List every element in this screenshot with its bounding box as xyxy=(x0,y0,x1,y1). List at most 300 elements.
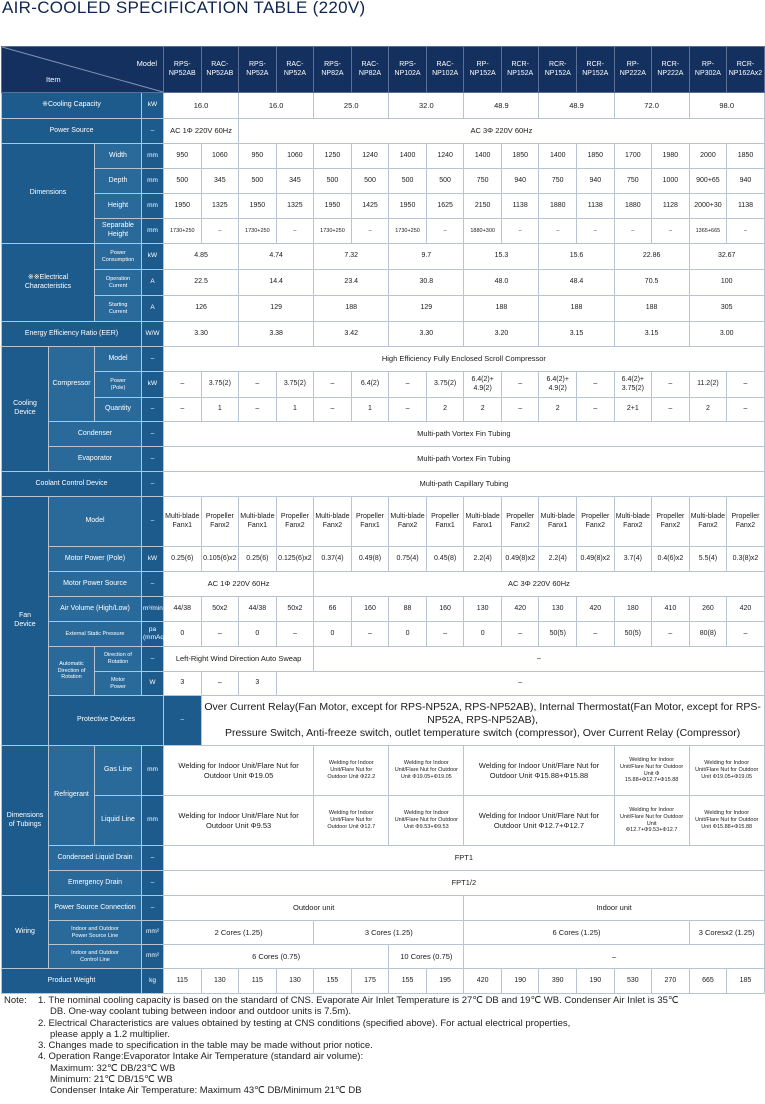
model-header: RAC- NP102A xyxy=(426,47,464,93)
value-cell: Welding for Indoor Unit/Flare Nut for Outdoor Unit Φ9.53 xyxy=(164,796,314,846)
value-cell: 126 xyxy=(164,296,239,322)
row-label: Gas Line xyxy=(95,746,142,796)
value-cell: 2 xyxy=(426,398,464,422)
row-direction xyxy=(2,647,765,672)
value-cell: 115 xyxy=(164,969,202,994)
value-cell: 0 xyxy=(164,622,202,647)
value-cell: – xyxy=(464,945,764,969)
value-cell: 0 xyxy=(389,622,427,647)
value-cell: 1400 xyxy=(464,144,502,169)
value-cell: 2 xyxy=(539,398,577,422)
value-cell: 22.86 xyxy=(614,244,689,270)
row-label: Condensed Liquid Drain xyxy=(49,846,142,871)
row-coolant-control xyxy=(2,472,765,497)
row-width xyxy=(2,144,765,169)
value-cell: – xyxy=(501,622,539,647)
model-header: RPS- NP52AB xyxy=(164,47,202,93)
unit-cell: A xyxy=(142,296,164,322)
value-cell: – xyxy=(351,219,389,244)
unit-cell: – xyxy=(142,497,164,547)
value-cell: 1000 xyxy=(652,169,690,194)
value-cell: 175 xyxy=(351,969,389,994)
note-line: Maximum: 32℃ DB/23℃ WB xyxy=(50,1062,176,1074)
row-label: Depth xyxy=(95,169,142,194)
value-cell: 500 xyxy=(426,169,464,194)
value-cell: 1 xyxy=(201,398,239,422)
row-label: Indoor and Outdoor Power Source Line xyxy=(49,921,142,945)
unit-cell: W xyxy=(142,672,164,696)
value-cell: 500 xyxy=(314,169,352,194)
value-cell: 16.0 xyxy=(239,93,314,119)
value-cell: 188 xyxy=(614,296,689,322)
value-cell: 3.30 xyxy=(164,322,239,347)
value-cell: 2 xyxy=(689,398,727,422)
row-label: Power Source xyxy=(2,119,142,144)
row-motor-power xyxy=(2,547,765,572)
value-cell: – xyxy=(314,398,352,422)
value-cell: AC 3Φ 220V 60Hz xyxy=(314,572,765,597)
value-cell: 500 xyxy=(164,169,202,194)
row-fan-model xyxy=(2,497,765,547)
row-protective xyxy=(2,696,765,746)
value-cell: 345 xyxy=(276,169,314,194)
item-model-header xyxy=(2,47,164,93)
row-condensed-drain xyxy=(2,846,765,871)
value-cell: – xyxy=(727,622,765,647)
value-cell: 1060 xyxy=(276,144,314,169)
value-cell: – xyxy=(652,622,690,647)
unit-cell: – xyxy=(142,896,164,921)
row-starting-current xyxy=(2,296,765,322)
item-header-label: Item xyxy=(46,74,61,84)
value-cell: 1138 xyxy=(577,194,615,219)
value-cell: – xyxy=(727,219,765,244)
unit-cell: – xyxy=(142,871,164,896)
row-label: Fan Device xyxy=(2,497,49,746)
value-cell: 1240 xyxy=(351,144,389,169)
row-label: Motor Power Source xyxy=(49,572,142,597)
row-condenser xyxy=(2,422,765,447)
value-cell: 4.74 xyxy=(239,244,314,270)
unit-cell: mm xyxy=(142,746,164,796)
value-cell: 190 xyxy=(577,969,615,994)
note-line: 1. The nominal cooling capacity is based on the standard of CNS. Evaporate Air Inlet Temperature is 27℃ DB and 19℃ WB. Condenser Air Inlet is 35℃ xyxy=(38,995,679,1006)
model-header: RCR- NP152A xyxy=(501,47,539,93)
row-product-weight xyxy=(2,969,765,994)
value-cell: 1850 xyxy=(577,144,615,169)
row-label: Power (Pole) xyxy=(95,372,142,398)
value-cell: 3.38 xyxy=(239,322,314,347)
value-cell: 1138 xyxy=(727,194,765,219)
row-label: Power Consumption xyxy=(95,244,142,270)
row-label: Condenser xyxy=(49,422,142,447)
value-cell: FPT1/2 xyxy=(164,871,765,896)
value-cell: 260 xyxy=(689,597,727,622)
value-cell: 188 xyxy=(314,296,389,322)
value-cell: 345 xyxy=(201,169,239,194)
value-cell: 500 xyxy=(389,169,427,194)
value-cell: – xyxy=(276,672,764,696)
value-cell: 0.75(4) xyxy=(389,547,427,572)
diagonal-divider xyxy=(2,47,163,92)
value-cell: 1880 xyxy=(539,194,577,219)
note-item xyxy=(38,1040,679,1051)
row-height xyxy=(2,194,765,219)
value-cell: 3.7(4) xyxy=(614,547,652,572)
row-label: Height xyxy=(95,194,142,219)
row-label: Energy Efficiency Ratio (EER) xyxy=(2,322,142,347)
value-cell: 0 xyxy=(239,622,277,647)
value-cell: AC 3Φ 220V 60Hz xyxy=(239,119,765,144)
unit-cell: W/W xyxy=(142,322,164,347)
value-cell: – xyxy=(239,372,277,398)
value-cell: 1850 xyxy=(501,144,539,169)
row-compressor-model xyxy=(2,347,765,372)
row-label: Air Volume (High/Low) xyxy=(49,597,142,622)
value-cell: 70.5 xyxy=(614,270,689,296)
value-cell: 1128 xyxy=(652,194,690,219)
value-cell: AC 1Φ 220V 60Hz xyxy=(164,572,314,597)
value-cell: 3 xyxy=(239,672,277,696)
value-cell: 1730+250 xyxy=(314,219,352,244)
value-cell: 0.25(6) xyxy=(164,547,202,572)
value-cell: 4.85 xyxy=(164,244,239,270)
value-cell: 530 xyxy=(614,969,652,994)
value-cell: – xyxy=(276,622,314,647)
value-cell: 10 Cores (0.75) xyxy=(389,945,464,969)
value-cell: 15.3 xyxy=(464,244,539,270)
value-cell: 48.4 xyxy=(539,270,614,296)
note-line: 3. Changes made to specification in the table may be made without prior notice. xyxy=(38,1040,373,1052)
value-cell: 44/38 xyxy=(164,597,202,622)
value-cell: Multi-blade Fanx2 xyxy=(389,497,427,547)
value-cell: 0.49(8)x2 xyxy=(501,547,539,572)
value-cell: Left-Right Wind Direction Auto Sweap xyxy=(164,647,314,672)
value-cell: 155 xyxy=(314,969,352,994)
row-label: Motor Power (Pole) xyxy=(49,547,142,572)
value-cell: 950 xyxy=(239,144,277,169)
value-cell: 420 xyxy=(501,597,539,622)
value-cell: 1880+300 xyxy=(464,219,502,244)
value-cell: 750 xyxy=(614,169,652,194)
unit-cell: – xyxy=(142,398,164,422)
value-cell: – xyxy=(577,372,615,398)
unit-cell: mm² xyxy=(142,945,164,969)
value-cell: – xyxy=(201,672,239,696)
note-line: Condenser Intake Air Temperature: Maximum 43℃ DB/Minimum 21℃ DB xyxy=(50,1085,362,1097)
value-cell: 1240 xyxy=(426,144,464,169)
row-label: Protective Devices xyxy=(49,696,164,746)
value-cell: Welding for Indoor Unit/Flare Nut for Outdoor Unit Φ19.05 xyxy=(164,746,314,796)
value-cell: 1060 xyxy=(201,144,239,169)
row-cooling-capacity xyxy=(2,93,765,119)
unit-cell: kW xyxy=(142,244,164,270)
model-header: RPS- NP102A xyxy=(389,47,427,93)
value-cell: – xyxy=(389,372,427,398)
value-cell: – xyxy=(501,219,539,244)
row-emergency-drain xyxy=(2,871,765,896)
value-cell: FPT1 xyxy=(164,846,765,871)
value-cell: 129 xyxy=(239,296,314,322)
value-cell: 25.0 xyxy=(314,93,389,119)
value-cell: 420 xyxy=(577,597,615,622)
row-label: Dimensions xyxy=(2,144,95,244)
value-cell: Multi-blade Fanx1 xyxy=(239,497,277,547)
row-label: Automatic Direction of Rotation xyxy=(49,647,95,696)
note-line: please apply a 1.2 multiplier. xyxy=(50,1028,170,1040)
unit-cell: kW xyxy=(142,93,164,119)
value-cell: 80(8) xyxy=(689,622,727,647)
value-cell: Multi-blade Fanx1 xyxy=(164,497,202,547)
model-header: RAC- NP82A xyxy=(351,47,389,93)
value-cell: 188 xyxy=(539,296,614,322)
row-power-source xyxy=(2,119,765,144)
value-cell: 2 xyxy=(464,398,502,422)
model-header: RP- NP152A xyxy=(464,47,502,93)
unit-cell: – xyxy=(142,572,164,597)
value-cell: 750 xyxy=(539,169,577,194)
value-cell: 420 xyxy=(464,969,502,994)
row-power-connection xyxy=(2,896,765,921)
value-cell: 1980 xyxy=(652,144,690,169)
value-cell: 1880 xyxy=(614,194,652,219)
note-item xyxy=(38,1051,679,1096)
row-label: Cooling Device xyxy=(2,347,49,472)
note-item xyxy=(38,995,679,1018)
value-cell: Multi-blade Fanx2 xyxy=(689,497,727,547)
value-cell: Welding for Indoor Unit/Flare Nut for Outdoor Unit Φ15.88+Φ15.88 xyxy=(464,746,614,796)
value-cell: 1 xyxy=(351,398,389,422)
value-cell: Propeller Fanx2 xyxy=(276,497,314,547)
value-cell: 15.6 xyxy=(539,244,614,270)
value-cell: Propeller Fanx2 xyxy=(201,497,239,547)
value-cell: 1400 xyxy=(539,144,577,169)
unit-cell: – xyxy=(142,472,164,497)
value-cell: 6.4(2)+ 3.75(2) xyxy=(614,372,652,398)
unit-cell: – xyxy=(142,647,164,672)
row-compressor-quantity xyxy=(2,398,765,422)
value-cell: – xyxy=(164,398,202,422)
header-row xyxy=(2,47,765,93)
value-cell: 0.3(8)x2 xyxy=(727,547,765,572)
row-gas-line xyxy=(2,746,765,796)
model-header: RCR- NP222A xyxy=(652,47,690,93)
value-cell: 1250 xyxy=(314,144,352,169)
value-cell: 48.0 xyxy=(464,270,539,296)
value-cell: 50(5) xyxy=(614,622,652,647)
value-cell: 98.0 xyxy=(689,93,764,119)
value-cell: Multi-path Vortex Fin Tubing xyxy=(164,422,765,447)
row-motor xyxy=(2,672,765,696)
unit-cell: mm xyxy=(142,194,164,219)
model-header: RAC- NP52A xyxy=(276,47,314,93)
value-cell: Multi-blade Fanx1 xyxy=(464,497,502,547)
value-cell: Propeller Fanx1 xyxy=(351,497,389,547)
row-label: Separable Height xyxy=(95,219,142,244)
model-header: RCR- NP162Ax2 xyxy=(727,47,765,93)
value-cell: 3.75(2) xyxy=(426,372,464,398)
row-compressor-power xyxy=(2,372,765,398)
row-label: Power Source Connection xyxy=(49,896,142,921)
value-cell: – xyxy=(314,372,352,398)
value-cell: 7.32 xyxy=(314,244,389,270)
value-cell: 6 Cores (0.75) xyxy=(164,945,389,969)
row-label: Dimensions of Tubings xyxy=(2,746,49,896)
unit-cell: mm xyxy=(142,169,164,194)
value-cell: 2000+30 xyxy=(689,194,727,219)
model-header: RP- NP222A xyxy=(614,47,652,93)
value-cell: 88 xyxy=(389,597,427,622)
value-cell: 270 xyxy=(652,969,690,994)
unit-cell: – xyxy=(164,696,202,746)
row-label: Liquid Line xyxy=(95,796,142,846)
value-cell: 0 xyxy=(314,622,352,647)
unit-cell: kW xyxy=(142,547,164,572)
value-cell: – xyxy=(164,372,202,398)
value-cell: 940 xyxy=(577,169,615,194)
value-cell: – xyxy=(539,219,577,244)
value-cell: 950 xyxy=(164,144,202,169)
unit-cell: mm xyxy=(142,144,164,169)
value-cell: 1950 xyxy=(314,194,352,219)
value-cell: Propeller Fanx2 xyxy=(652,497,690,547)
value-cell: Welding for Indoor Unit/Flare Nut for Outdoor Unit Φ 15.88+Φ12.7+Φ15.88 xyxy=(614,746,689,796)
row-label: Quantity xyxy=(95,398,142,422)
row-liquid-line xyxy=(2,796,765,846)
value-cell: 115 xyxy=(239,969,277,994)
value-cell: 3 xyxy=(164,672,202,696)
value-cell: Welding for Indoor Unit/Flare Nut for Outdoor Unit Φ22.2 xyxy=(314,746,389,796)
value-cell: Multi-path Vortex Fin Tubing xyxy=(164,447,765,472)
row-air-volume xyxy=(2,597,765,622)
value-cell: High Efficiency Fully Enclosed Scroll Compressor xyxy=(164,347,765,372)
value-cell: 500 xyxy=(351,169,389,194)
value-cell: 1850 xyxy=(727,144,765,169)
unit-cell: A xyxy=(142,270,164,296)
unit-cell: – xyxy=(142,347,164,372)
value-cell: – xyxy=(276,219,314,244)
value-cell: 32.67 xyxy=(689,244,764,270)
value-cell: 900+65 xyxy=(689,169,727,194)
model-header: RP- NP302A xyxy=(689,47,727,93)
value-cell: Multi-path Capillary Tubing xyxy=(164,472,765,497)
row-motor-source xyxy=(2,572,765,597)
value-cell: 1138 xyxy=(501,194,539,219)
value-cell: – xyxy=(652,219,690,244)
value-cell: Welding for Indoor Unit/Flare Nut for Outdoor Unit Φ15.88+Φ15.88 xyxy=(689,796,764,846)
value-cell: 14.4 xyxy=(239,270,314,296)
value-cell: 2 Cores (1.25) xyxy=(164,921,314,945)
unit-cell: m³/min xyxy=(142,597,164,622)
value-cell: Outdoor unit xyxy=(164,896,464,921)
note-line: 2. Electrical Characteristics are values obtained by testing at CNS conditions (specified above). For actual electrical properties, xyxy=(38,1017,571,1029)
value-cell: 180 xyxy=(614,597,652,622)
value-cell: 188 xyxy=(464,296,539,322)
value-cell: 44/38 xyxy=(239,597,277,622)
value-cell: – xyxy=(389,398,427,422)
unit-cell: – xyxy=(142,846,164,871)
row-label: Refrigerant xyxy=(49,746,95,846)
value-cell: Welding for Indoor Unit/Flare Nut for Outdoor Unit Φ12.7+Φ9.53+Φ12.7 xyxy=(614,796,689,846)
value-cell: 50(5) xyxy=(539,622,577,647)
value-cell: 5.5(4) xyxy=(689,547,727,572)
value-cell: 1730+250 xyxy=(164,219,202,244)
model-header: RCR- NP152A xyxy=(577,47,615,93)
value-cell: Propeller Fanx2 xyxy=(577,497,615,547)
value-cell: – xyxy=(501,398,539,422)
unit-cell: kg xyxy=(142,969,164,994)
value-cell: 0.37(4) xyxy=(314,547,352,572)
note-line: 4. Operation Range:Evaporator Intake Air Temperature (standard air volume): xyxy=(38,1051,364,1063)
note-item xyxy=(38,1018,679,1041)
value-cell: Welding for Indoor Unit/Flare Nut for Outdoor Unit Φ19.05+Φ19.05 xyxy=(689,746,764,796)
value-cell: – xyxy=(652,398,690,422)
value-cell: 2150 xyxy=(464,194,502,219)
unit-cell: pa (mmAq) xyxy=(142,622,164,647)
value-cell: Welding for Indoor Unit/Flare Nut for Outdoor Unit Φ19.05+Φ19.05 xyxy=(389,746,464,796)
value-cell: – xyxy=(614,219,652,244)
value-cell: 410 xyxy=(652,597,690,622)
row-label: Compressor xyxy=(49,347,95,422)
value-cell: 130 xyxy=(201,969,239,994)
value-cell: 3.75(2) xyxy=(276,372,314,398)
value-cell: 129 xyxy=(389,296,464,322)
value-cell: 6.4(2)+ 4.9(2) xyxy=(464,372,502,398)
value-cell: 2+1 xyxy=(614,398,652,422)
value-cell: 390 xyxy=(539,969,577,994)
value-cell: 1 xyxy=(276,398,314,422)
value-cell: 3.42 xyxy=(314,322,389,347)
row-label: External Static Pressure xyxy=(49,622,142,647)
value-cell: – xyxy=(727,398,765,422)
value-cell: 130 xyxy=(276,969,314,994)
value-cell: 1950 xyxy=(164,194,202,219)
notes-label: Note: xyxy=(4,995,27,1006)
value-cell: Multi-blade Fanx2 xyxy=(614,497,652,547)
value-cell: 32.0 xyxy=(389,93,464,119)
value-cell: 1700 xyxy=(614,144,652,169)
value-cell: 9.7 xyxy=(389,244,464,270)
unit-cell: – xyxy=(142,447,164,472)
value-cell: 3 Coresx2 (1.25) xyxy=(689,921,764,945)
value-cell: 6.4(2)+ 4.9(2) xyxy=(539,372,577,398)
value-cell: 3.20 xyxy=(464,322,539,347)
value-cell: Indoor unit xyxy=(464,896,764,921)
unit-cell: mm xyxy=(142,796,164,846)
value-cell: 48.9 xyxy=(539,93,614,119)
value-cell: AC 1Φ 220V 60Hz xyxy=(164,119,239,144)
value-cell: 665 xyxy=(689,969,727,994)
value-cell: – xyxy=(201,219,239,244)
value-cell: – xyxy=(501,372,539,398)
row-label: Width xyxy=(95,144,142,169)
value-cell: 3.15 xyxy=(539,322,614,347)
unit-cell: – xyxy=(142,422,164,447)
value-cell: 1730+250 xyxy=(239,219,277,244)
specification-table xyxy=(1,46,765,994)
model-header: RPS- NP52A xyxy=(239,47,277,93)
value-cell: 1730+250 xyxy=(389,219,427,244)
value-cell: Propeller Fanx2 xyxy=(727,497,765,547)
value-cell: Welding for Indoor Unit/Flare Nut for Outdoor Unit Φ12.7 xyxy=(314,796,389,846)
row-label: Model xyxy=(95,347,142,372)
model-header: RCR- NP152A xyxy=(539,47,577,93)
note-line: DB. One-way coolant tubing between indoor and outdoor units is 7.5m). xyxy=(50,1006,352,1018)
note-line: Minimum: 21℃ DB/15℃ WB xyxy=(50,1074,173,1086)
value-cell: 16.0 xyxy=(164,93,239,119)
value-cell: 130 xyxy=(539,597,577,622)
value-cell: 750 xyxy=(464,169,502,194)
